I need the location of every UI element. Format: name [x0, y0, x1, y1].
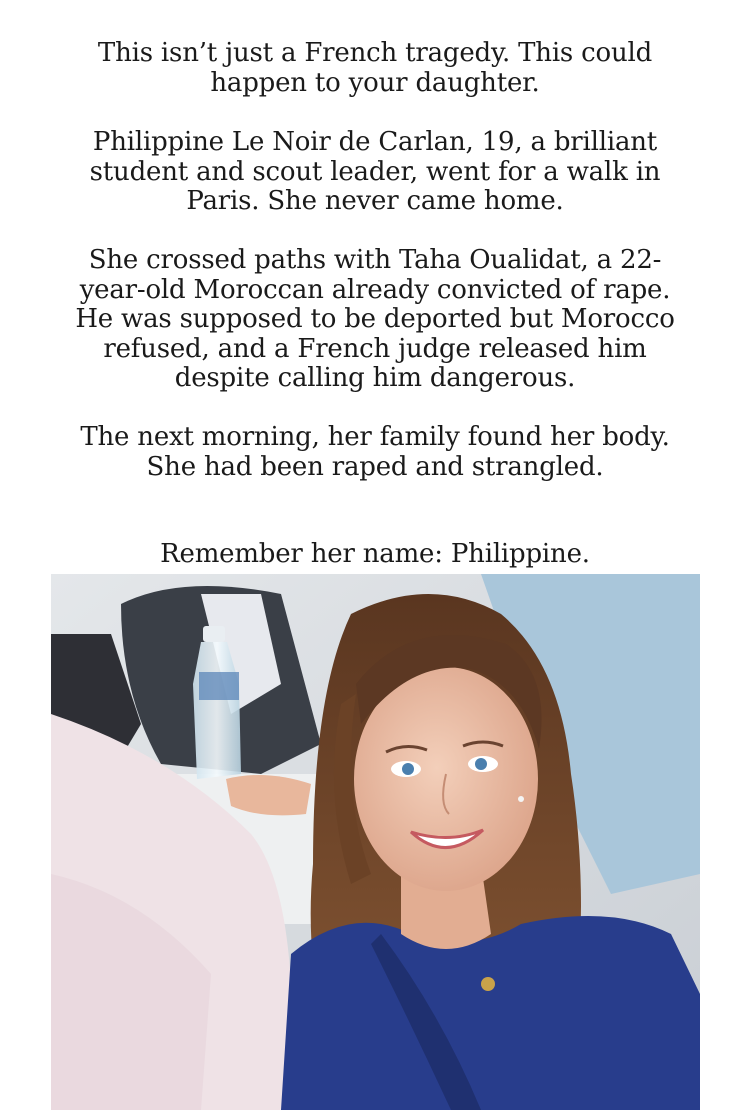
portrait-illustration — [51, 574, 700, 1110]
perpetrator-paragraph: She crossed paths with Taha Oualidat, a 22-year-old Moroccan already convicted of rape. He was supposed to be deported but Morocco refused, and a French judge released him despite calling him dangerous. — [75, 245, 675, 393]
victim-paragraph: Philippine Le Noir de Carlan, 19, a brilliant student and scout leader, went for a walk in Paris. She never came home. — [89, 127, 661, 216]
subject-sweater — [281, 916, 700, 1110]
outcome-paragraph: The next morning, her family found her body. She had been raped and strangled. — [80, 422, 670, 482]
remember-line: Remember her name: Philippine. — [160, 539, 590, 569]
intro-paragraph: This isn’t just a French tragedy. This could happen to your daughter. — [97, 38, 653, 98]
necklace-pendant — [481, 977, 495, 991]
portrait-photo — [51, 574, 700, 1110]
earring — [518, 796, 524, 802]
